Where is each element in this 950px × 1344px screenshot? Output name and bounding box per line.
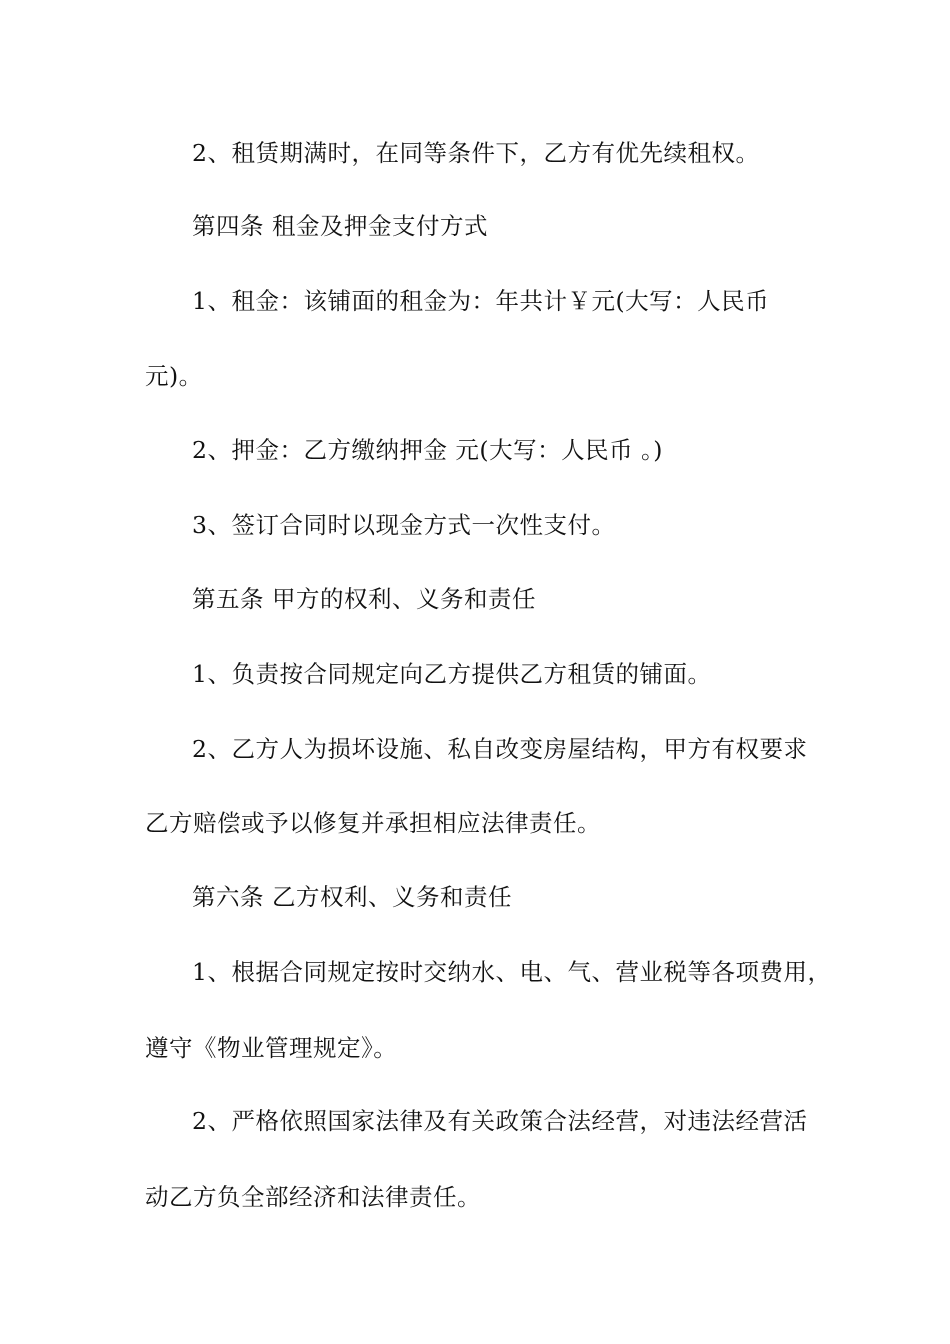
section-heading: 第五条 甲方的权利、义务和责任 xyxy=(192,585,536,613)
paragraph-line: 1、租金：该铺面的租金为：年共计￥元(大写：人民币 xyxy=(192,287,770,315)
paragraph-line: 2、租赁期满时，在同等条件下，乙方有优先续租权。 xyxy=(192,139,760,167)
section-heading: 第四条 租金及押金支付方式 xyxy=(192,212,488,240)
paragraph-line: 元)。 xyxy=(145,362,203,390)
paragraph-line: 遵守《物业管理规定》。 xyxy=(145,1034,398,1062)
paragraph-line: 2、严格依照国家法律及有关政策合法经营，对违法经营活 xyxy=(192,1107,808,1135)
paragraph-line: 1、负责按合同规定向乙方提供乙方租赁的铺面。 xyxy=(192,660,712,688)
paragraph-line: 1、根据合同规定按时交纳水、电、气、营业税等各项费用， xyxy=(192,958,832,986)
paragraph-line: 2、乙方人为损坏设施、私自改变房屋结构，甲方有权要求 xyxy=(192,735,808,763)
paragraph-line: 动乙方负全部经济和法律责任。 xyxy=(145,1183,481,1211)
paragraph-line: 乙方赔偿或予以修复并承担相应法律责任。 xyxy=(145,809,601,837)
paragraph-line: 2、押金：乙方缴纳押金 元(大写：人民币 。) xyxy=(192,436,663,464)
paragraph-line: 3、签订合同时以现金方式一次性支付。 xyxy=(192,511,616,539)
section-heading: 第六条 乙方权利、义务和责任 xyxy=(192,883,512,911)
